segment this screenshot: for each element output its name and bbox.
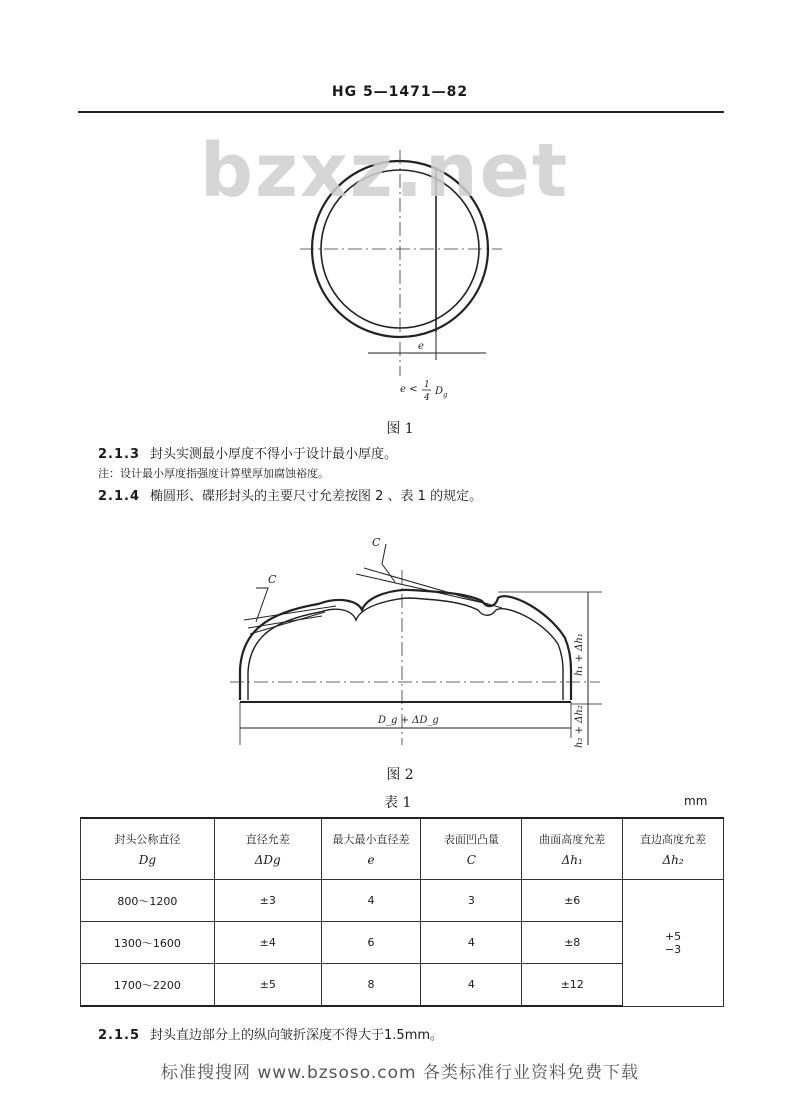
footer-banner: 标准搜搜网 www.bzsoso.com 各类标准行业资料免费下载: [160, 1063, 639, 1083]
cell-nominal-diameter: 1700～2200: [81, 964, 215, 1007]
figure-2-caption: 图 2: [386, 767, 414, 783]
formula-numerator: 1: [424, 380, 430, 390]
header-nominal-diameter: 封头公称直径 Dg: [81, 818, 215, 880]
label-h2: h₂ + Δh₂: [574, 705, 585, 748]
label-c-top: C: [372, 536, 381, 549]
label-e: e: [418, 341, 424, 352]
label-c-left: C: [268, 573, 277, 586]
figure-1-caption: 图 1: [386, 421, 414, 437]
gauge-line-left-3: [250, 612, 325, 634]
table-unit: mm: [684, 794, 708, 808]
cell-straight-height-tolerance: +5 −3: [623, 880, 724, 1007]
cell-surface-unevenness: 4: [421, 922, 522, 964]
cell-diameter-tolerance: ±4: [214, 922, 321, 964]
header-curved-height-tolerance: 曲面高度允差 Δh₁: [522, 818, 623, 880]
clause-2-1-3-note: 注：设计最小厚度指强度计算壁厚加腐蚀裕度。: [98, 467, 329, 480]
label-dg: D_g + ΔD_g: [378, 715, 439, 726]
formula-subscript: g: [443, 391, 448, 399]
clause-text: 椭圆形、碟形封头的主要尺寸允差按图 2 、表 1 的规定。: [150, 489, 483, 504]
clause-2-1-4: [98, 485, 482, 504]
head-outer-profile: [240, 590, 571, 700]
cell-max-min-diff: 6: [321, 922, 421, 964]
clause-number: 2.1.5: [98, 1028, 141, 1043]
cell-curved-height-tolerance: ±6: [522, 880, 623, 922]
cell-nominal-diameter: 1300～1600: [81, 922, 215, 964]
label-h1: h₁ + Δh₁: [574, 633, 585, 676]
clause-number: 2.1.4: [98, 489, 141, 504]
formula-e-lhs: e <: [400, 384, 418, 395]
table-title: 表 1: [384, 795, 412, 811]
cell-curved-height-tolerance: ±8: [522, 922, 623, 964]
header-diameter-tolerance: 直径允差 ΔDg: [214, 818, 321, 880]
document-code: HG 5—1471—82: [331, 84, 469, 100]
head-inner-profile: [248, 598, 563, 700]
cell-curved-height-tolerance: ±12: [522, 964, 623, 1007]
spec-table: [80, 817, 724, 1007]
cell-diameter-tolerance: ±3: [214, 880, 321, 922]
cell-surface-unevenness: 3: [421, 880, 522, 922]
cell-max-min-diff: 8: [321, 964, 421, 1007]
formula-variable: D: [435, 386, 444, 397]
cell-diameter-tolerance: ±5: [214, 964, 321, 1007]
watermark: bzxz.net: [200, 128, 570, 214]
figure-2-drawing: [230, 530, 615, 755]
cell-surface-unevenness: 4: [421, 964, 522, 1007]
clause-text: 封头直边部分上的纵向皱折深度不得大于1.5mm。: [150, 1028, 444, 1043]
formula-denominator: 4: [424, 393, 430, 403]
header-straight-height-tolerance: 直边高度允差 Δh₂: [623, 818, 724, 880]
header-rule: [78, 111, 724, 113]
clause-2-1-5: [98, 1024, 443, 1043]
clause-text: 封头实测最小厚度不得小于设计最小厚度。: [150, 447, 398, 462]
table-row: [81, 880, 724, 922]
clause-2-1-3: [98, 443, 397, 462]
cell-max-min-diff: 4: [321, 880, 421, 922]
header-surface-unevenness: 表面凹凸量 C: [421, 818, 522, 880]
cell-nominal-diameter: 800～1200: [81, 880, 215, 922]
clause-number: 2.1.3: [98, 447, 141, 462]
header-max-min-diff: 最大最小直径差 e: [321, 818, 421, 880]
